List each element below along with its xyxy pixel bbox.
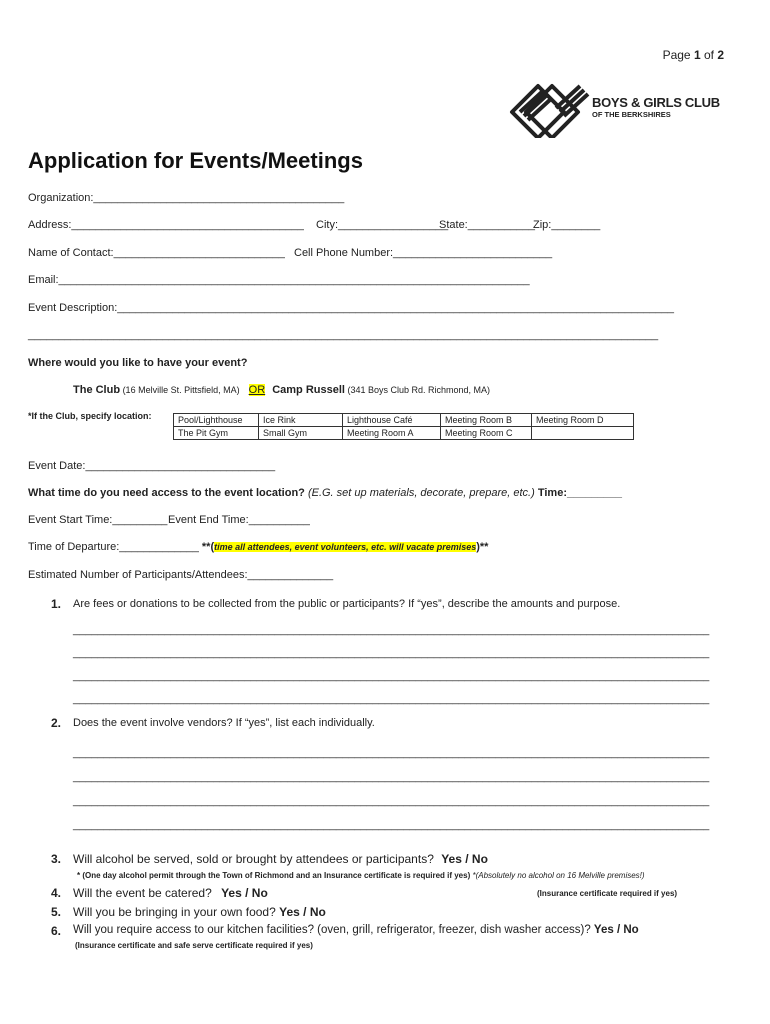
start-time-field: Event Start Time:_________ [28, 514, 168, 526]
q2-number: 2. [51, 716, 62, 730]
q5-number: 5. [51, 905, 62, 919]
city-field: City:__________________ [316, 219, 449, 231]
camp-address: (341 Boys Club Rd. Richmond, MA) [344, 385, 491, 395]
event-description-line2: _______________________________________________________________________________________________________ [28, 329, 659, 341]
address-field: Address:______________________________________ [28, 219, 304, 231]
answer-line: ________________________________________________________________________________________________________ [73, 747, 710, 759]
departure-post: )** [476, 541, 489, 553]
q4-row [73, 886, 268, 900]
q6-text: Will you require access to our kitchen facilities? (oven, grill, refrigerator, freezer, dish washer access)? [73, 924, 591, 936]
departure-field: Time of Departure:_____________ [28, 541, 199, 553]
q5-text: Will you be bringing in your own food? [73, 905, 276, 919]
location-cell: Meeting Room A [343, 427, 441, 440]
contact-field: Name of Contact:____________________________ [28, 247, 285, 259]
event-date-field: Event Date:_______________________________ [28, 460, 276, 472]
answer-line: ________________________________________________________________________________________________________ [73, 624, 710, 636]
page-label: Page [662, 48, 694, 62]
location-cell: Lighthouse Café [343, 414, 441, 427]
state-field: State:___________ [439, 219, 536, 231]
cell-phone-field: Cell Phone Number:__________________________ [294, 247, 553, 259]
departure-note: time all attendees, event volunteers, etc. will vacate premises [214, 542, 477, 552]
access-time-field: Time:_________ [534, 487, 623, 499]
participants-field: Estimated Number of Participants/Attendees:______________ [28, 569, 334, 581]
event-description-field: Event Description:___________________________________________________________________________________________ [28, 302, 674, 314]
answer-line: ________________________________________________________________________________________________________ [73, 795, 710, 807]
zip-field: Zip:________ [533, 219, 601, 231]
page-current: 1 [693, 48, 701, 62]
q3-note2: *(Absolutely no alcohol on 16 Melville premises!) [470, 871, 645, 880]
q3-note: * (One day alcohol permit through the Town of Richmond and an Insurance certificate is required if yes) [77, 871, 471, 880]
answer-line: ________________________________________________________________________________________________________ [73, 670, 710, 682]
location-table [173, 413, 634, 440]
q6-number: 6. [51, 924, 62, 938]
camp-option: Camp Russell [272, 384, 345, 396]
q1-text: Are fees or donations to be collected from the public or participants? If “yes”, describe the amounts and purpose. [73, 598, 621, 610]
q4-note: (Insurance certificate required if yes) [537, 889, 678, 898]
q3-note-row [77, 871, 645, 880]
access-time-row [28, 487, 622, 499]
access-example: (E.G. set up materials, decorate, prepare, etc.) [304, 487, 535, 499]
q3-text: Will alcohol be served, sold or brought by attendees or participants? [73, 852, 434, 866]
email-field: Email:_____________________________________________________________________________ [28, 274, 530, 286]
q5-row [73, 905, 326, 919]
departure-pre: **( [198, 541, 215, 553]
q6-yes-no: Yes / No [593, 924, 639, 936]
page-total: 2 [717, 48, 724, 62]
q3-row [73, 852, 488, 866]
location-options [73, 384, 490, 396]
q6-note: (Insurance certificate and safe serve certificate required if yes) [75, 941, 313, 950]
club-logo [508, 82, 726, 138]
location-question: Where would you like to have your event? [28, 357, 248, 369]
page-title: Application for Events/Meetings [28, 148, 363, 173]
answer-line: ________________________________________________________________________________________________________ [73, 693, 710, 705]
q3-yes-no: Yes / No [441, 852, 488, 866]
specify-location-label: *If the Club, specify location: [28, 411, 152, 421]
departure-row [28, 541, 488, 553]
club-logo-icon [508, 82, 592, 138]
q4-number: 4. [51, 886, 62, 900]
page-of: of [700, 48, 718, 62]
q6-row [73, 924, 639, 936]
q4-yes-no: Yes / No [221, 886, 268, 900]
location-cell: Ice Rink [259, 414, 343, 427]
location-cell: Meeting Room B [441, 414, 532, 427]
location-cell: Small Gym [259, 427, 343, 440]
q2-text: Does the event involve vendors? If “yes”, list each individually. [73, 717, 375, 729]
location-cell: Pool/Lighthouse [174, 414, 259, 427]
organization-field: Organization:_________________________________________ [28, 192, 345, 204]
logo-line2: OF THE BERKSHIRES [592, 110, 671, 119]
location-cell: Meeting Room D [532, 414, 634, 427]
club-option: The Club [73, 384, 121, 396]
or-label: OR [248, 384, 266, 396]
club-address: (16 Melville St. Pittsfield, MA) [120, 385, 240, 395]
q3-number: 3. [51, 852, 62, 866]
location-cell [532, 427, 634, 440]
answer-line: ________________________________________________________________________________________________________ [73, 771, 710, 783]
q1-number: 1. [51, 597, 62, 611]
location-cell: The Pit Gym [174, 427, 259, 440]
table-row [174, 427, 634, 440]
q5-yes-no: Yes / No [279, 905, 326, 919]
page-counter [663, 48, 724, 62]
access-question: What time do you need access to the event location? [28, 487, 305, 499]
location-cell: Meeting Room C [441, 427, 532, 440]
answer-line: ________________________________________________________________________________________________________ [73, 819, 710, 831]
table-row [174, 414, 634, 427]
end-time-field: Event End Time:__________ [168, 514, 310, 526]
q4-text: Will the event be catered? [73, 886, 212, 900]
answer-line: ________________________________________________________________________________________________________ [73, 647, 710, 659]
logo-line1: BOYS & GIRLS CLUB [592, 95, 720, 110]
